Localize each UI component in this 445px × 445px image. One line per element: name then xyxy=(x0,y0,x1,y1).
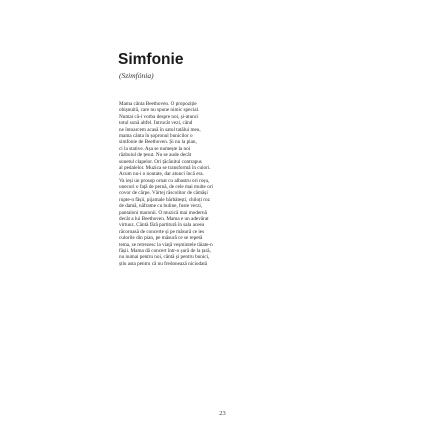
poem-line: războiul de țesut. Nu se aude decât xyxy=(119,152,192,159)
poem-line: ci la stative. Așa se numește la noi xyxy=(119,145,191,152)
poem-line: răcoroasă de concerte și pe măsură ce ies xyxy=(119,228,205,235)
poem-line: unecori o față de pernă, de cele mai multe ori xyxy=(119,184,213,191)
poem-line: simfonie de Beethoven. Și nu la pian, xyxy=(119,139,197,146)
poem-line: obișnuită, care nu spune nimic special. xyxy=(119,107,200,114)
poem-line: decât a lui Beethoven. Mama e un adevărat xyxy=(119,216,209,223)
poem-line: fâșii. Mama dă concert într-o șură de la țară, xyxy=(119,247,211,254)
poem-line: culorile din pian, pe măsură ce se repetă xyxy=(119,235,203,242)
poem-line: ne întoarcem acasă în satul tatălui meu, xyxy=(119,126,201,133)
poem-body xyxy=(119,101,279,267)
poem-line: nu numai pentru noi, cântă și pentru bunici, xyxy=(119,254,210,261)
poem-original-title: (Szimfónia) xyxy=(119,71,154,80)
poem-line: totul sună altfel. Întrucât vezi, când xyxy=(119,120,193,127)
poem-line: Mama cânta Beethoven. O propoziție xyxy=(119,101,197,107)
poem-line: virtuoz. Cântă fără partitură în sala aceea xyxy=(119,222,205,229)
poem-line: Numai că-i vorba despre noi, și-atunci xyxy=(119,113,199,120)
poem-line: mama cânta în șopronul bunicilor o xyxy=(119,132,193,139)
poem-line: știu asta pentru că nu fredonează niciodată xyxy=(119,260,208,267)
page-number: 23 xyxy=(219,410,226,417)
poem-line: al pedalelor. Muzica se transformă în culori. xyxy=(119,164,211,171)
poem-line: tema, se retrezesc la viață veșmintele tăiate-n xyxy=(119,241,213,248)
poem-line: rupte-n fâșii, pijamale bărbătești, chiloți roz xyxy=(119,196,210,203)
poem-line: covor de cârpe. Vârtej răscolitor de cămăși xyxy=(119,190,208,197)
poem-title: Simfonie xyxy=(118,51,184,68)
poem-line: Acum nu-i o noutate, dar atunci încă era. xyxy=(119,171,204,178)
poem-line: sunetul clapelor. Ori țăcănitul contrapus xyxy=(119,158,202,165)
poem-line: de damă, năframe cu buline, fuste verzi, xyxy=(119,203,203,210)
poem-line: Va ieși un prosop ornat cu albastru ori roșu, xyxy=(119,177,210,184)
poem-line: pantaloni maronii. O muzică mai modernă xyxy=(119,209,207,216)
